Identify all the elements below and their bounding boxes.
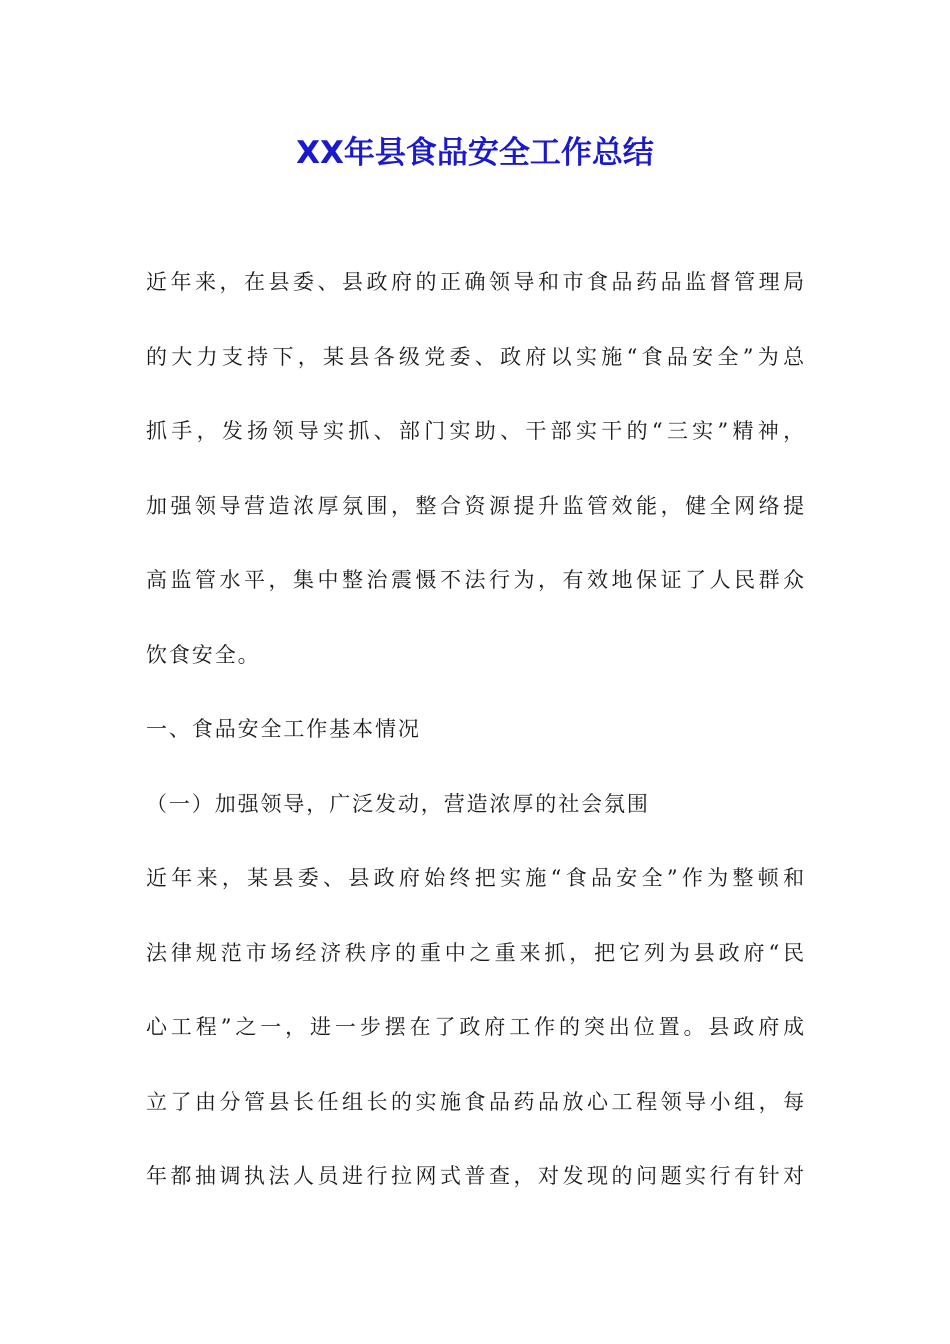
paragraph-section1 (146, 841, 806, 1214)
paragraph-line: 高监管水平，集中整治震慑不法行为，有效地保证了人民群众 (146, 568, 806, 592)
paragraph-line: 法律规范市场经济秩序的重中之重来抓，把它列为县政府“民 (146, 940, 806, 965)
paragraph-line: 近年来，某县委、县政府始终把实施“食品安全”作为整顿和 (146, 866, 806, 890)
document-title: XX年县食品安全工作总结 (296, 135, 654, 171)
paragraph-line: 抓手，发扬领导实抓、部门实助、干部实干的“三实”精神， (146, 419, 806, 443)
heading-text: 一、食品安全工作基本情况 (146, 717, 421, 741)
section-heading (146, 692, 806, 767)
paragraph-line: 年都抽调执法人员进行拉网式普查，对发现的问题实行有针对 (146, 1164, 806, 1188)
document-body (146, 245, 806, 1214)
subsection-heading (146, 767, 806, 842)
paragraph-line: 立了由分管县长任组长的实施食品药品放心工程领导小组，每 (146, 1089, 806, 1114)
paragraph-line: 近年来，在县委、县政府的正确领导和市食品药品监督管理局 (146, 270, 806, 294)
paragraph-intro (146, 245, 806, 692)
paragraph-line: 的大力支持下，某县各级党委、政府以实施“食品安全”为总 (146, 344, 806, 369)
subheading-text: （一）加强领导，广泛发动，营造浓厚的社会氛围 (146, 791, 650, 816)
paragraph-line: 饮食安全。 (146, 642, 261, 667)
paragraph-line: 加强领导营造浓厚氛围，整合资源提升监管效能，健全网络提 (146, 493, 806, 518)
paragraph-line: 心工程”之一，进一步摆在了政府工作的突出位置。县政府成 (146, 1015, 806, 1039)
